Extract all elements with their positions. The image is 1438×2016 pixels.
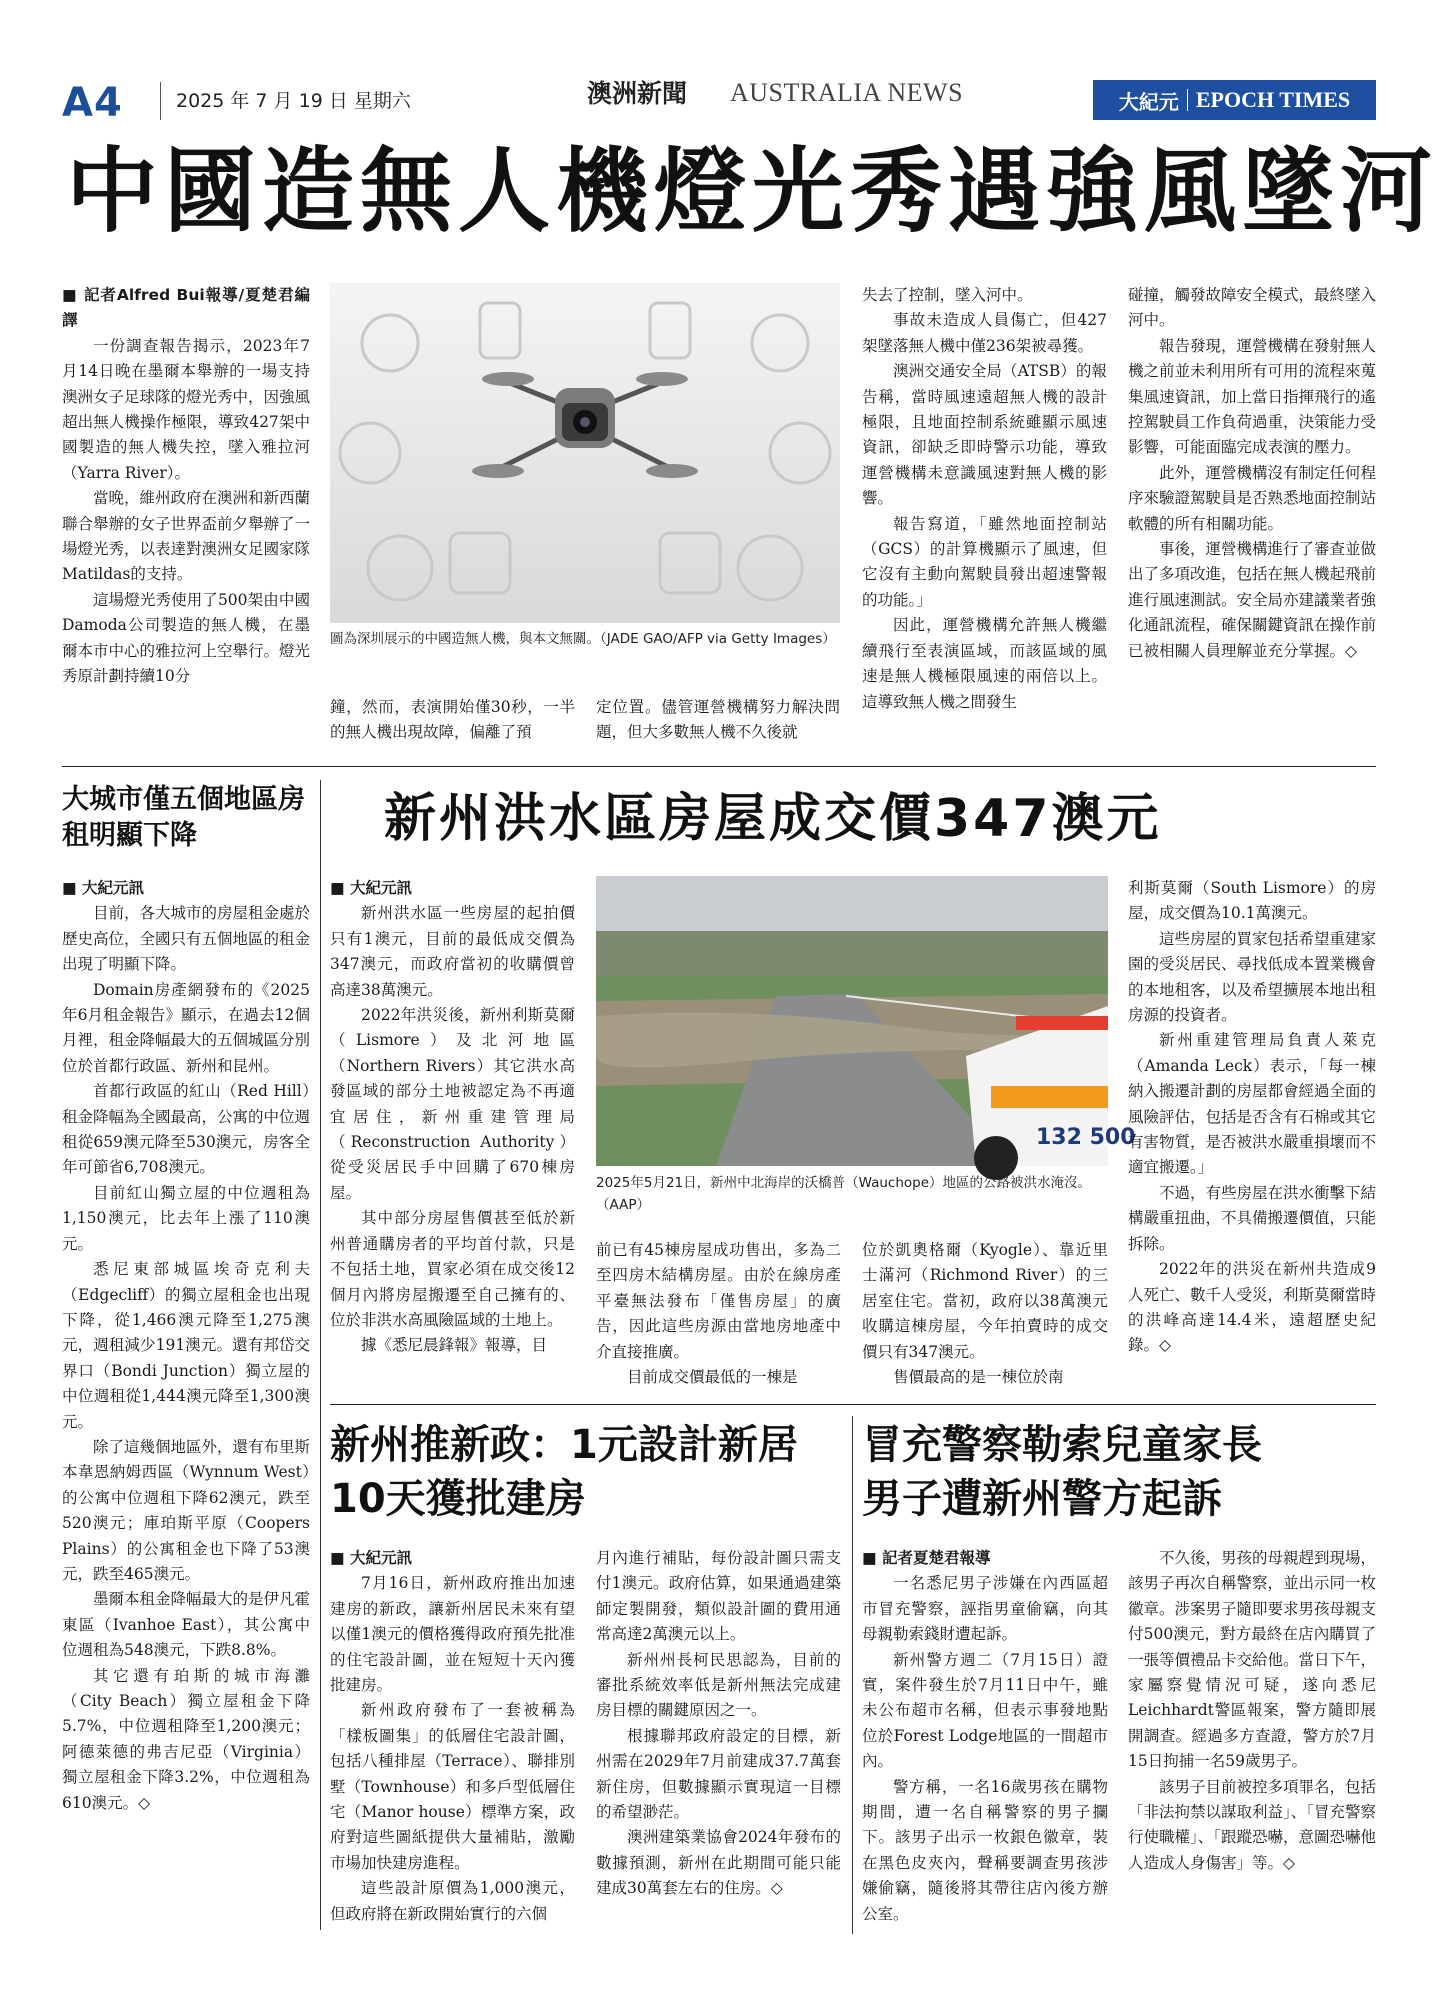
article2-paragraph: 除了這幾個地區外，還有布里斯本韋恩納姆西區（Wynnum West）的公寓中位週租下降62澳元，跌至520澳元；庫珀斯平原（Coopers Plains）的公寓租金也下降了53澳元，跌至465澳元。 [62, 1437, 311, 1583]
article4-paragraph: 7月16日，新州政府推出加速建房的新政，讓新州居民未來有望以僅1澳元的價格獲得政府預先批准的住宅設計圖，並在短短十天內獲批建房。 [330, 1574, 575, 1695]
logo-en: EPOCH TIMES [1195, 87, 1351, 112]
article5-column-1 [862, 1546, 1108, 1936]
article3-paragraph: 利斯莫爾（South Lismore）的房屋，成交價為10.1萬澳元。 [1128, 879, 1376, 923]
article1-paragraph: 因此，運營機構允許無人機繼續飛行至表演區域，而該區域的風速是無人機極限風速的兩倍以上。這導致無人機之間發生 [862, 616, 1107, 711]
article3-paragraph: 新州洪水區一些房屋的起拍價只有1澳元，目前的最低成交價為347澳元，而政府當初的收購價曾高達38萬澳元。 [330, 904, 575, 999]
section-divider [62, 766, 1376, 767]
article4-paragraph: 澳洲建築業協會2024年發布的數據預測，新州在此期間可能只能建成30萬套左右的住房。◇ [596, 1828, 841, 1898]
drone-photo-illustration [330, 283, 840, 623]
article5-headline [862, 1418, 1376, 1526]
article1-paragraph: 失去了控制，墜入河中。 [862, 286, 1033, 304]
article5-byline: ■ 記者夏楚君報導 [862, 1546, 1108, 1571]
article3-paragraph: 新州重建管理局負責人萊克（Amanda Leck）表示，「每一棟納入搬遷計劃的房屋都會經過全面的風險評估，包括是否含有石棉或其它有害物質，是否被洪水嚴重損壞而不適宜搬遷。」 [1128, 1031, 1377, 1177]
article4-paragraph: 月內進行補貼，每份設計圖只需支付1澳元。政府估算，如果通過建築師定製開發，類似設計圖的費用通常高達2萬澳元以上。 [596, 1549, 841, 1644]
article3-paragraph: 據《悉尼晨鋒報》報導，目 [361, 1336, 548, 1355]
article3-paragraph: 不過，有些房屋在洪水衝擊下結構嚴重扭曲，不具備搬遷價值，只能拆除。 [1128, 1183, 1377, 1253]
flood-photo-caption: 2025年5月21日，新州中北海岸的沃橋普（Wauchope）地區的公路被洪水淹沒。（AAP） [596, 1175, 1092, 1213]
article2-body [62, 876, 310, 1934]
article3-paragraph: 前已有45棟房屋成功售出，多為二至四房木結構房屋。由於在線房產平臺無法發布「僅售房屋」的廣告，因此這些房源由當地房地產中介直接推廣。 [596, 1241, 841, 1361]
epoch-times-logo [1093, 80, 1376, 120]
drone-photo-caption: 圖為深圳展示的中國造無人機，與本文無關。（JADE GAO/AFP via Getty Images） [330, 631, 836, 647]
column-divider [320, 780, 321, 1930]
article3-paragraph: 目前成交價最低的一棟是 [627, 1368, 798, 1387]
article3-column-4 [1128, 876, 1376, 1396]
article1-paragraph: 一份調查報告揭示，2023年7月14日晚在墨爾本舉辦的一場支持澳洲女子足球隊的燈光秀中，因強風超出無人機操作極限，導致427架中國製造的無人機失控，墜入雅拉河（Yarra River）。 [62, 336, 311, 482]
article3-paragraph: 2022年洪災後，新州利斯莫爾（Lismore）及北河地區（Northern Rivers）其它洪水高發區域的部分土地被認定為不再適宜居住，新州重建管理局（Reconstruction Authority）從受災居民手中回購了670棟房屋。 [330, 1006, 575, 1202]
article1-paragraph: 事後，運營機構進行了審查並做出了多項改進，包括在無人機起飛前進行風速測試。安全局亦建議業者強化通訊流程，確保關鍵資訊在操作前已被相關人員理解並充分掌握。◇ [1128, 540, 1377, 660]
svg-text:132 500: 132 500 [1036, 1125, 1136, 1150]
article1-paragraph: 這場燈光秀使用了500架由中國Damoda公司製造的無人機，在墨爾本市中心的雅拉河上空舉行。燈光秀原計劃持續10分 [62, 590, 311, 686]
article1-byline: ■ 記者Alfred Bui報導/夏楚君編譯 [62, 283, 310, 334]
logo-divider [1187, 89, 1188, 111]
article4-headline [330, 1418, 850, 1526]
article1-paragraph: 此外，運營機構沒有制定任何程序來驗證駕駛員是否熟悉地面控制站軟體的所有相關功能。 [1128, 463, 1377, 533]
article2-paragraph: 其它還有珀斯的城市海灘（City Beach）獨立屋租金下降5.7%，中位週租降至1,200澳元；阿德萊德的弗吉尼亞（Virginia）獨立屋租金下降3.2%，中位週租為610澳元。◇ [62, 1666, 310, 1812]
section-divider [330, 1404, 1376, 1405]
header-divider [160, 82, 161, 120]
article1-column-4 [862, 283, 1107, 753]
article1-column-2 [330, 695, 575, 753]
issue-date: 2025 年 7 月 19 日 星期六 [176, 90, 411, 112]
article2-headline: 大城市僅五個地區房租明顯下降 [62, 784, 305, 851]
article2-paragraph: 目前紅山獨立屋的中位週租為1,150澳元，比去年上漲了110澳元。 [62, 1183, 310, 1253]
section-title-cn: 澳洲新聞 [587, 79, 688, 108]
article3-paragraph: 位於凱奧格爾（Kyogle）、靠近里士滿河（Richmond River）的三居室住宅。當初，政府以38萬澳元收購這棟房屋，今年拍賣時的成交價只有347澳元。 [862, 1241, 1108, 1361]
article4-column-1 [330, 1546, 575, 1936]
section-title-en: AUSTRALIA NEWS [730, 78, 964, 107]
article2-byline: ■ 大紀元訊 [62, 876, 310, 901]
article1-paragraph: 報告發現，運營機構在發射無人機之前並未利用所有可用的流程來蒐集風速資訊，加上當日指揮飛行的遙控駕駛員工作負荷過重，決策能力受影響，可能面臨完成表演的壓力。 [1128, 336, 1377, 457]
article4-paragraph: 新州政府發布了一套被稱為「樣板圖集」的低層住宅設計圖，包括八種排屋（Terrace）、聯排別墅（Townhouse）和多戶型低層住宅（Manor house）標準方案，政府對這些圖紙提供大量補貼，激勵市場加快建房進程。 [330, 1701, 575, 1872]
article3-paragraph: 其中部分房屋售價甚至低於新州普通購房者的平均首付款，只是不包括土地，買家必須在成交後12個月內將房屋搬遷至自己擁有的、位於非洪水高風險區域的土地上。 [330, 1209, 575, 1329]
article4-byline: ■ 大紀元訊 [330, 1546, 575, 1571]
article1-paragraph: 定位置。儘管運營機構努力解決問題，但大多數無人機不久後就 [596, 698, 840, 742]
article3-headline: 新州洪水區房屋成交價347澳元 [384, 789, 1162, 849]
drone-photo [330, 283, 840, 623]
article1-paragraph: 事故未造成人員傷亡，但427架墜落無人機中僅236架被尋獲。 [862, 311, 1107, 355]
article2-paragraph: 悉尼東部城區埃奇克利夫（Edgecliff）的獨立屋租金也出現下降，從1,466澳元降至1,275澳元，週租減少191澳元。還有邦岱交界口（Bondi Junction）獨立屋的中位週租從1,444澳元降至1,300澳元。 [62, 1260, 310, 1431]
article1-paragraph: 鐘，然而，表演開始僅30秒，一半的無人機出現故障，偏離了預 [330, 698, 575, 742]
article4-paragraph: 新州州長柯民思認為，目前的審批系統效率低是新州無法完成建房目標的關鍵原因之一。 [596, 1650, 841, 1720]
article1-column-5 [1128, 283, 1376, 753]
article5-paragraph: 該男子目前被控多項罪名，包括「非法拘禁以謀取利益」、「冒充警察行使職權」、「跟蹤恐嚇，意圖恐嚇他人造成人身傷害」等。◇ [1128, 1777, 1377, 1872]
article3-paragraph: 2022年的洪災在新州共造成9人死亡、數千人受災，利斯莫爾當時的洪峰高達14.4米，遠超歷史紀錄。◇ [1128, 1260, 1377, 1355]
article3-paragraph: 售價最高的是一棟位於南 [893, 1368, 1064, 1387]
article1-column-1 [62, 283, 310, 753]
article4-paragraph: 根據聯邦政府設定的目標，新州需在2029年7月前建成37.7萬套新住房，但數據顯示實現這一目標的希望渺茫。 [596, 1726, 841, 1822]
article1-paragraph: 報告寫道，「雖然地面控制站（GCS）的計算機顯示了風速，但它沒有主動向駕駛員發出超速警報的功能。」 [862, 514, 1107, 609]
article3-paragraph: 這些房屋的買家包括希望重建家園的受災居民、尋找低成本置業機會的本地租客，以及希望擴展本地出租房源的投資者。 [1128, 929, 1377, 1025]
article5-headline-line2: 男子遭新州警方起訴 [862, 1476, 1222, 1522]
article1-headline: 中國造無人機燈光秀遇強風墜河 [66, 138, 1438, 245]
article4-headline-line2: 10天獲批建房 [330, 1476, 586, 1522]
column-divider [852, 1416, 853, 1934]
article1-paragraph: 碰撞，觸發故障安全模式，最終墜入河中。 [1128, 286, 1377, 330]
article4-paragraph: 這些設計原價為1,000澳元，但政府將在新政開始實行的六個 [330, 1879, 575, 1923]
article4-column-2 [596, 1546, 841, 1936]
article2-paragraph: 首都行政區的紅山（Red Hill）租金降幅為全國最高，公寓的中位週租從659澳元降至530澳元，房客全年可節省6,708澳元。 [62, 1082, 311, 1177]
article2-paragraph: 墨爾本租金降幅最大的是伊凡霍東區（Ivanhoe East），其公寓中位週租為548澳元，下跌8.8%。 [62, 1590, 311, 1660]
article5-paragraph: 新州警方週二（7月15日）證實，案件發生於7月11日中午，雖未公布超市名稱，但表示事發地點位於Forest Lodge地區的一間超市內。 [862, 1650, 1108, 1771]
article5-paragraph: 不久後，男孩的母親趕到現場，該男子再次自稱警察，並出示同一枚徽章。涉案男子隨即要求男孩母親支付500澳元，對方最終在店內購買了一張等價禮品卡交給他。當日下午，家屬察覺情況可疑，遂向悉尼Leichhardt警區報案，警方隨即展開調查。經過多方查證，警方於7月15日拘捕一名59歲男子。 [1128, 1549, 1377, 1771]
article5-column-2 [1128, 1546, 1376, 1936]
page-number: A4 [62, 80, 123, 126]
flood-photo [596, 876, 1136, 1166]
article1-paragraph: 當晚，維州政府在澳洲和新西蘭聯合舉辦的女子世界盃前夕舉辦了一場燈光秀，以表達對澳洲女足國家隊Matildas的支持。 [62, 489, 311, 584]
logo-cn: 大紀元 [1118, 89, 1179, 114]
article2-paragraph: Domain房產網發布的《2025年6月租金報告》顯示，在過去12個月裡，租金降幅最大的五個城區分別位於首都行政區、新州和昆州。 [62, 980, 311, 1075]
article4-headline-line1: 新州推新政：1元設計新居 [330, 1422, 798, 1468]
article3-byline: ■ 大紀元訊 [330, 876, 575, 901]
article5-paragraph: 一名悉尼男子涉嫌在內西區超市冒充警察，誣指男童偷竊，向其母親勒索錢財遭起訴。 [862, 1574, 1108, 1644]
article1-paragraph: 澳洲交通安全局（ATSB）的報告稱，當時風速遠超無人機的設計極限，且地面控制系統雖顯示風速資訊，卻缺乏即時警示功能，導致運營機構未意識風速對無人機的影響。 [862, 362, 1107, 508]
article5-headline-line1: 冒充警察勒索兒童家長 [862, 1422, 1262, 1468]
article3-column-3 [862, 1238, 1108, 1396]
article2-paragraph: 目前，各大城市的房屋租金處於歷史高位，全國只有五個地區的租金出現了明顯下降。 [62, 904, 311, 974]
flood-photo-illustration [596, 876, 1136, 1166]
article1-column-3 [596, 695, 840, 753]
article3-column-2 [596, 1238, 841, 1396]
article5-paragraph: 警方稱，一名16歲男孩在購物期間，遭一名自稱警察的男子攔下。該男子出示一枚銀色徽章，裝在黑色皮夾內，聲稱要調查男孩涉嫌偷竊，隨後將其帶往店內後方辦公室。 [862, 1777, 1108, 1923]
article3-column-1 [330, 876, 575, 1396]
